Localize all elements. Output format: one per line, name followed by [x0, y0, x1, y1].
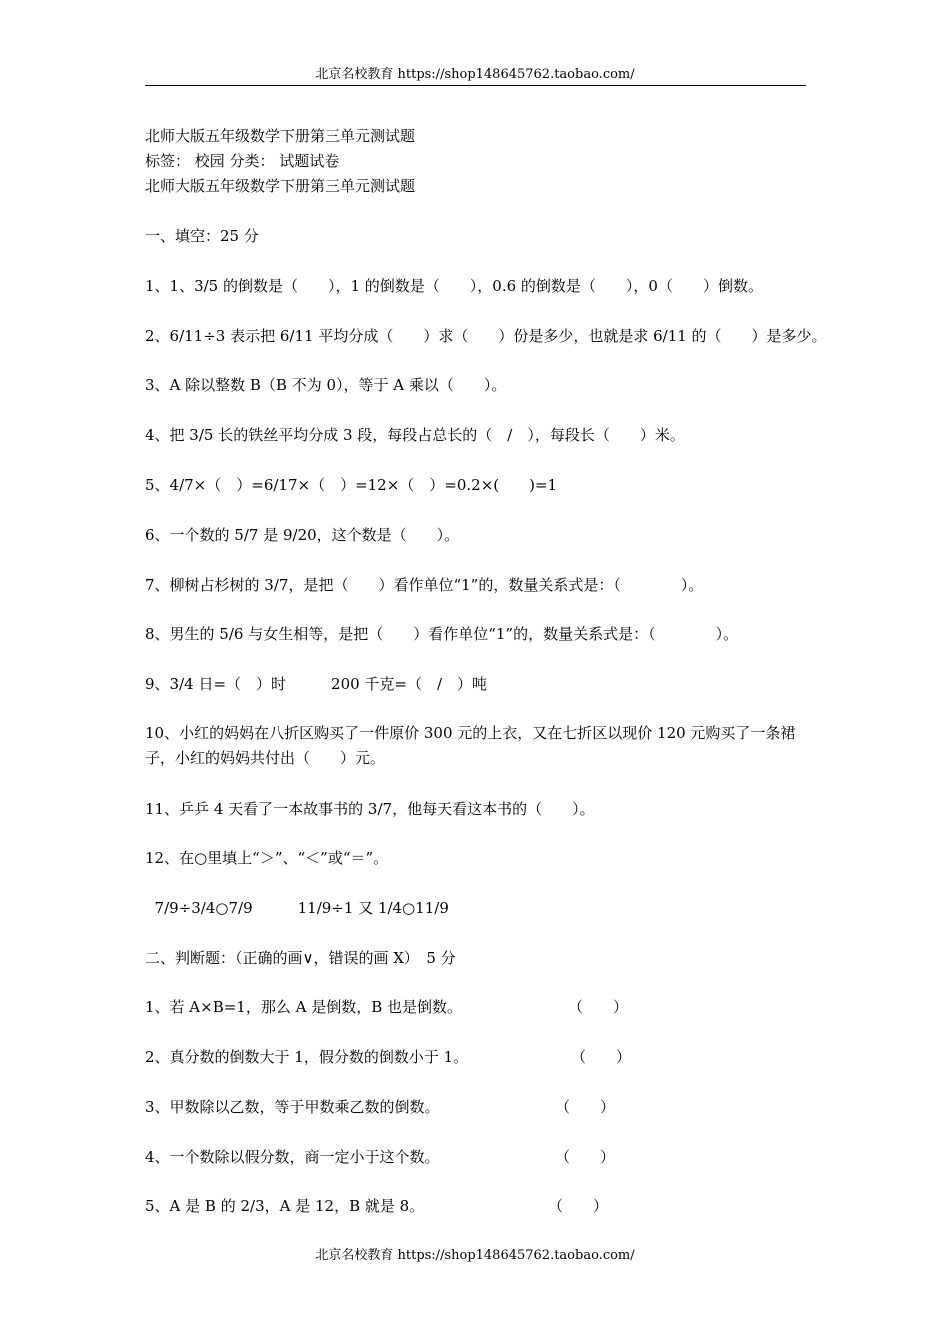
question-12-items: 7/9÷3/4○7/9 11/9÷1 又 1/4○11/9	[145, 899, 449, 917]
question-12: 12、在○里填上“＞”、“＜”或“＝”。	[145, 849, 389, 867]
judge-item-5: 5、A 是 B 的 2/3，A 是 12，B 就是 8。	[145, 1197, 425, 1215]
doc-title-repeat: 北师大版五年级数学下册第三单元测试题	[145, 177, 416, 195]
judge-blank-4: （ ）	[555, 1148, 616, 1166]
judge-item-1: 1、若 A×B=1，那么 A 是倒数，B 也是倒数。	[145, 998, 463, 1016]
question-9: 9、3/4 日=（ ）时 200 千克=（ / ）吨	[145, 675, 488, 693]
doc-tags: 标签： 校园 分类： 试题试卷	[145, 152, 340, 170]
question-3: 3、A 除以整数 B（B 不为 0），等于 A 乘以（ ）。	[145, 376, 507, 394]
judge-blank-3: （ ）	[555, 1098, 616, 1116]
judge-blank-1: （ ）	[568, 998, 629, 1016]
judge-blank-5: （ ）	[548, 1197, 609, 1215]
question-1: 1、1、3/5 的倒数是（ ），1 的倒数是（ ），0.6 的倒数是（ ），0（ ）倒数。	[145, 277, 763, 295]
page-header: 北京名校教育 https://shop148645762.taobao.com/	[315, 67, 635, 82]
judge-item-2: 2、真分数的倒数大于 1，假分数的倒数小于 1。	[145, 1048, 469, 1066]
section1-heading: 一、填空：25 分	[145, 227, 259, 245]
question-11: 11、乒乒 4 天看了一本故事书的 3/7，他每天看这本书的（ ）。	[145, 800, 595, 818]
question-8: 8、男生的 5/6 与女生相等，是把（ ）看作单位“1”的，数量关系式是：（ ）。	[145, 625, 739, 643]
question-6: 6、一个数的 5/7 是 9/20，这个数是（ ）。	[145, 526, 460, 544]
judge-item-4: 4、一个数除以假分数，商一定小于这个数。	[145, 1148, 440, 1166]
judge-blank-2: （ ）	[571, 1048, 632, 1066]
section2-heading: 二、判断题：（正确的画∨，错误的画 X） 5 分	[145, 949, 456, 967]
question-7: 7、柳树占杉树的 3/7，是把（ ）看作单位“1”的，数量关系式是：（ ）。	[145, 576, 704, 594]
judge-item-3: 3、甲数除以乙数，等于甲数乘乙数的倒数。	[145, 1098, 440, 1116]
doc-title: 北师大版五年级数学下册第三单元测试题	[145, 127, 416, 145]
question-5: 5、4/7×（ ）=6/17×（ ）=12×（ ）=0.2×( )=1	[145, 476, 558, 494]
page-footer: 北京名校教育 https://shop148645762.taobao.com/	[315, 1248, 635, 1263]
question-2: 2、6/11÷3 表示把 6/11 平均分成（ ）求（ ）份是多少，也就是求 6/11 的（ ）是多少。	[145, 327, 827, 345]
header-rule	[145, 85, 806, 86]
question-10: 10、小红的妈妈在八折区购买了一件原价 300 元的上衣，又在七折区以现价 120 元购买了一条裙子，小红的妈妈共付出（ ）元。	[145, 724, 796, 767]
question-4: 4、把 3/5 长的铁丝平均分成 3 段，每段占总长的（ / ），每段长（ ）米。	[145, 426, 685, 444]
